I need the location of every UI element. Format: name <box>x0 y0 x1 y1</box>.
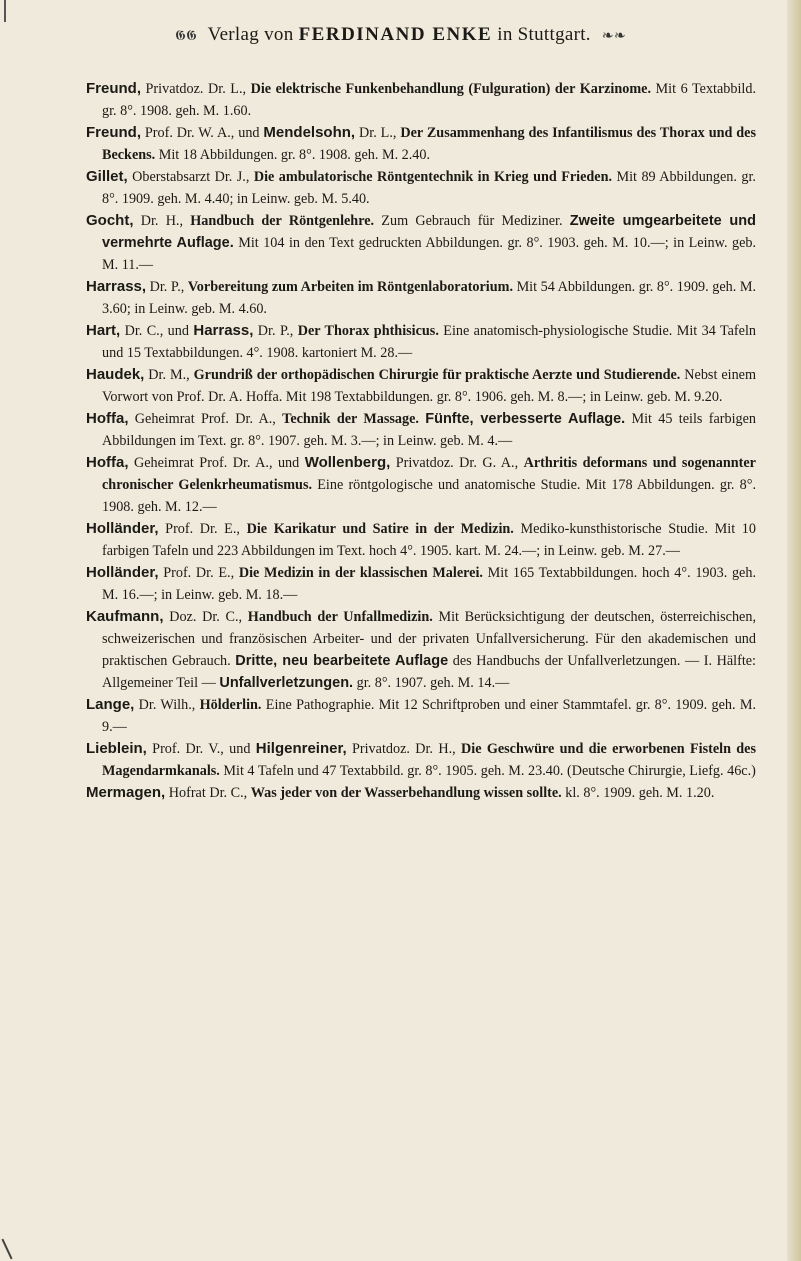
catalog-entry <box>86 320 756 364</box>
entry-author: Lieblein, <box>86 740 147 757</box>
entry-author: Mermagen, <box>86 784 166 801</box>
entry-author: Gocht, <box>86 212 134 229</box>
catalog-entry <box>86 364 756 408</box>
catalog-entry <box>86 694 756 738</box>
catalog-entry <box>86 210 756 276</box>
catalog-entry <box>86 782 756 804</box>
entry-title: Der Zusammenhang des Infantilismus des Thorax und des Beckens. <box>102 125 756 163</box>
entry-info: Prof. Dr. E., <box>158 565 239 581</box>
catalog-entry <box>86 122 756 166</box>
entry-details: Mit 4 Tafeln und 47 Textabbild. gr. 8°. 1905. geh. M. 23.40. (Deutsche Chirurgie, Liefg. 46c.) <box>219 763 756 779</box>
entry-info: Dr. L., <box>355 125 401 141</box>
entry-details: kl. 8°. 1909. geh. M. 1.20. <box>561 785 715 801</box>
page-header <box>0 24 801 46</box>
entry-details: Mit 104 in den Text gedruckten Abbildungen. gr. 8°. 1903. geh. M. 10.—; in Leinw. geb. M. 11.— <box>102 235 757 273</box>
entry-edition: Unfallverletzungen. <box>219 675 354 691</box>
catalog-entry <box>86 738 756 782</box>
entry-author: Hoffa, <box>86 410 129 427</box>
entry-info: Dr. P., <box>146 279 188 295</box>
entry-info: Hofrat Dr. C., <box>165 785 251 801</box>
entry-info: Dr. M., <box>144 367 194 383</box>
catalog-entry <box>86 518 756 562</box>
entry-details: Mit 165 Textabbildungen. hoch 4°. 1903. geh. M. 16.—; in Leinw. geb. M. 18.— <box>102 565 756 603</box>
entry-info: Privatdoz. Dr. L., <box>141 81 251 97</box>
entry-details: Mit 54 Abbildungen. gr. 8°. 1909. geh. M. 3.60; in Leinw. geb. M. 4.60. <box>102 279 756 317</box>
entry-title: Technik der Massage. <box>282 411 419 427</box>
entry-author: Freund, <box>86 124 141 141</box>
catalog-entries <box>86 78 756 804</box>
entry-author: Gillet, <box>86 168 128 185</box>
header-place: in Stuttgart. <box>497 24 591 45</box>
entry-title: Arthritis deformans und sogenannter chronischer Gelenkrheumatismus. <box>102 455 756 493</box>
header-publisher: FERDINAND ENKE <box>298 24 493 45</box>
entry-title: Die elektrische Funkenbehandlung (Fulguration) der Karzinome. <box>250 81 652 97</box>
entry-title: Der Thorax phthisicus. <box>297 323 439 339</box>
entry-coauthor: Harrass, <box>193 322 254 339</box>
entry-info: Prof. Dr. E., <box>158 521 247 537</box>
entry-info: Prof. Dr. W. A., und <box>141 125 264 141</box>
entry-title: Was jeder von der Wasserbehandlung wissen sollte. <box>250 785 562 801</box>
catalog-entry <box>86 78 756 122</box>
entry-author: Hart, <box>86 322 121 339</box>
entry-info: Dr. Wilh., <box>134 697 200 713</box>
entry-info: Dr. P., <box>253 323 298 339</box>
entry-coauthor: Mendelsohn, <box>263 124 356 141</box>
scan-edge-mark <box>4 0 6 22</box>
entry-details: Eine röntgologische und anatomische Studie. Mit 178 Abbildungen. gr. 8°. 1908. geh. M. 12.— <box>102 477 757 515</box>
entry-title: Die Geschwüre und die erworbenen Fisteln des Magendarmkanals. <box>102 741 757 779</box>
entry-coauthor: Hilgenreiner, <box>255 740 347 757</box>
entry-info: Prof. Dr. V., und <box>146 741 256 757</box>
entry-author: Freund, <box>86 80 141 97</box>
entry-info: Dr. H., <box>133 213 191 229</box>
entry-title: Grundriß der orthopädischen Chirurgie für praktische Aerzte und Studierende. <box>193 367 681 383</box>
scan-edge-mark-bottom <box>1 1239 12 1260</box>
entry-author: Lange, <box>86 696 135 713</box>
ornament-right-icon: ❧❧ <box>601 29 626 44</box>
entry-title: Die Medizin in der klassischen Malerei. <box>238 565 483 581</box>
entry-edition: Dritte, neu bearbeitete Auflage <box>235 653 449 669</box>
entry-details: Nebst einem Vorwort von Prof. Dr. A. Hoffa. Mit 198 Textabbildungen. gr. 8°. 1906. geh. M. 8.—; in Leinw. geb. M. 9.20. <box>102 367 757 405</box>
entry-author: Holländer, <box>86 564 159 581</box>
entry-details: des Handbuchs der Unfallverletzungen. — I. Hälfte: Allgemeiner Teil — <box>102 653 756 691</box>
entry-title: Die ambulatorische Röntgentechnik in Krieg und Frieden. <box>253 169 613 185</box>
catalog-entry <box>86 452 756 518</box>
entry-details: Eine anatomisch-physiologische Studie. Mit 34 Tafeln und 15 Textabbildungen. 4°. 1908. kartoniert M. 28.— <box>102 323 756 361</box>
entry-title: Hölderlin. <box>199 697 262 713</box>
catalog-entry <box>86 166 756 210</box>
entry-details: Zum Gebrauch für Mediziner. <box>374 213 570 229</box>
entry-title: Handbuch der Röntgenlehre. <box>190 213 375 229</box>
header-verlag: Verlag von <box>207 24 294 45</box>
entry-details: Mit 45 teils farbigen Abbildungen im Text. gr. 8°. 1907. geh. M. 3.—; in Leinw. geb. M. 4.— <box>102 411 756 449</box>
entry-edition: Fünfte, verbesserte Auflage. <box>425 411 626 427</box>
entry-info: Privatdoz. Dr. G. A., <box>390 455 524 471</box>
entry-title: Handbuch der Unfallmedizin. <box>247 609 433 625</box>
entry-title: Die Karikatur und Satire in der Medizin. <box>246 521 514 537</box>
entry-details: gr. 8°. 1907. geh. M. 14.— <box>353 675 510 691</box>
entry-details: Mit 18 Abbildungen. gr. 8°. 1908. geh. M. 2.40. <box>155 147 431 163</box>
entry-info: Oberstabsarzt Dr. J., <box>127 169 254 185</box>
entry-author: Holländer, <box>86 520 159 537</box>
entry-edition: Zweite umgearbeitete und vermehrte Auflage. <box>102 213 756 251</box>
entry-author: Harrass, <box>86 278 147 295</box>
page-edge <box>787 0 801 1261</box>
catalog-entry <box>86 562 756 606</box>
entry-info: Geheimrat Prof. Dr. A., <box>128 411 283 427</box>
catalog-entry <box>86 276 756 320</box>
entry-author: Hoffa, <box>86 454 129 471</box>
entry-info: Privatdoz. Dr. H., <box>346 741 461 757</box>
entry-details: Mit 89 Abbildungen. gr. 8°. 1909. geh. M. 4.40; in Leinw. geb. M. 5.40. <box>102 169 756 207</box>
entry-author: Haudek, <box>86 366 145 383</box>
entry-author: Kaufmann, <box>86 608 164 625</box>
ornament-left-icon: 𝕲𝕲 <box>175 29 197 44</box>
entry-info: Dr. C., und <box>120 323 194 339</box>
entry-details: Eine Pathographie. Mit 12 Schriftproben und einer Stammtafel. gr. 8°. 1909. geh. M. 9.— <box>102 697 756 735</box>
entry-info: Geheimrat Prof. Dr. A., und <box>128 455 305 471</box>
entry-coauthor: Wollenberg, <box>304 454 391 471</box>
entry-info: Doz. Dr. C., <box>163 609 248 625</box>
entry-details: Mit 6 Textabbild. gr. 8°. 1908. geh. M. 1.60. <box>102 81 757 119</box>
catalog-entry <box>86 606 756 694</box>
entry-title: Vorbereitung zum Arbeiten im Röntgenlaboratorium. <box>187 279 514 295</box>
entry-details: Mit Berücksichtigung der deutschen, österreichischen, schweizerischen und französischen Arbeiter- und der privaten Unfallversicherung. Für den akademischen und praktischen Gebrauch. <box>102 609 756 669</box>
catalog-entry <box>86 408 756 452</box>
entry-details: Mediko-kunsthistorische Studie. Mit 10 farbigen Tafeln und 223 Abbildungen im Text. hoch 4°. 1905. kart. M. 24.—; in Leinw. geb. M. 27.— <box>102 521 756 559</box>
